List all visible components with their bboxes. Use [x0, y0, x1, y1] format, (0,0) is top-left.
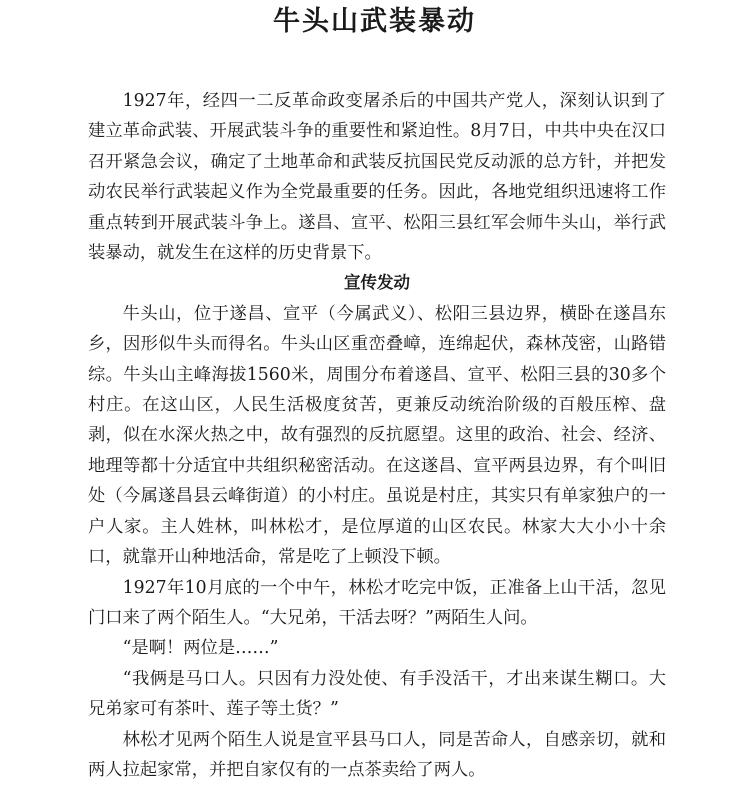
paragraph-dialogue-reply: “是啊！两位是……”	[122, 638, 279, 659]
document-title: 牛头山武装暴动	[273, 6, 476, 37]
paragraph-tea-sale: 林松才见两个陌生人说是宣平县马口人，同是苦命人，自感亲切，就和两人拉起家常，并把自家仅有的一点茶卖给了两人。	[88, 729, 666, 780]
article-body	[88, 86, 666, 785]
section-heading: 宣传发动	[344, 273, 410, 293]
paragraph-strangers-arrive: 1927年10月底的一个中午，林松才吃完中饭，正准备上山干活，忽见门口来了两个陌生人。“大兄弟，干活去呀？”两陌生人问。	[88, 577, 666, 628]
paragraph-location: 牛头山，位于遂昌、宣平（今属武义）、松阳三县边界，横卧在遂昌东乡，因形似牛头而得名。牛头山区重峦叠嶂，连绵起伏，森林茂密，山路错综。牛头山主峰海拔1560米，周围分布着遂昌、宣平、松阳三县的30多个村庄。在这山区，人民生活极度贫苦，更兼反动统治阶级的百般压榨、盘剥，似在水深火热之中，故有强烈的反抗愿望。这里的政治、社会、经济、地理等都十分适宜中共组织秘密活动。在这遂昌、宣平两县边界，有个叫旧处（今属遂昌县云峰街道）的小村庄。虽说是村庄，其实只有单家独户的一户人家。主人姓林，叫林松才，是位厚道的山区农民。林家大大小小十余口，就靠开山种地活命，常是吃了上顿没下顿。	[88, 303, 666, 568]
paragraph-dialogue-introduction: “我俩是马口人。只因有力没处使、有手没活干，才出来谋生糊口。大兄弟家可有茶叶、莲子等土货？”	[88, 668, 666, 720]
intro-paragraph: 1927年，经四一二反革命政变屠杀后的中国共产党人，深刻认识到了建立革命武装、开展武装斗争的重要性和紧迫性。8月7日，中共中央在汉口召开紧急会议，确定了土地革命和武装反抗国民党反动派的总方针，并把发动农民举行武装起义作为全党最重要的任务。因此，各地党组织迅速将工作重点转到开展武装斗争上。遂昌、宣平、松阳三县红军会师牛头山，举行武装暴动，就发生在这样的历史背景下。	[88, 91, 666, 264]
